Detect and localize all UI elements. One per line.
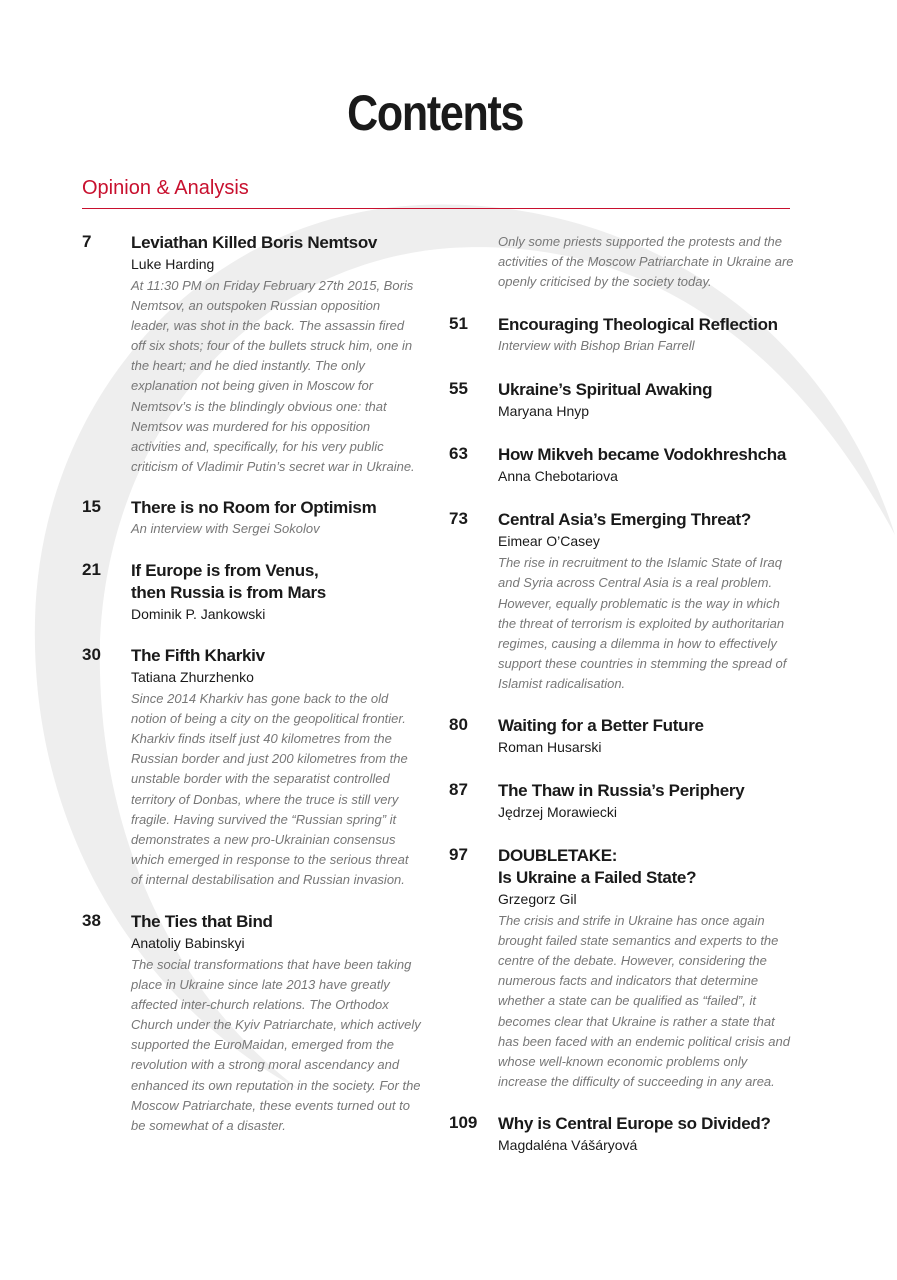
toc-entry-continuation: [449, 232, 794, 292]
article-title: The Thaw in Russia’s Periphery: [498, 781, 745, 801]
article-title: Leviathan Killed Boris Nemtsov: [131, 233, 378, 252]
article-title: The Ties that Bind: [131, 911, 273, 931]
article-title: There is no Room for Optimism: [131, 497, 377, 517]
toc-entry[interactable]: [449, 379, 794, 421]
article-title: How Mikveh became Vodokhreshcha: [498, 445, 786, 465]
page-number: 30: [82, 645, 101, 665]
toc-entry[interactable]: [449, 1113, 794, 1155]
page-number: 87: [449, 780, 468, 800]
toc-entry[interactable]: [82, 232, 422, 477]
article-title-line-2: Is Ukraine a Failed State?: [498, 868, 697, 888]
article-author: Anatoliy Babinskyi: [131, 934, 245, 951]
article-title-line-1: DOUBLETAKE:: [498, 846, 618, 866]
article-author: Anna Chebotariova: [498, 468, 618, 485]
toc-entry[interactable]: [82, 645, 422, 890]
article-subtitle: An interview with Sergei Sokolov: [131, 520, 320, 536]
page-number: 63: [449, 444, 468, 464]
article-title-line-1: If Europe is from Venus,: [131, 561, 319, 581]
page-number: 55: [449, 379, 468, 399]
page-title: Contents: [347, 85, 524, 141]
page-number: 21: [82, 560, 101, 580]
article-abstract: The crisis and strife in Ukraine has once again brought failed state semantics and experts to the centre of the debate. However, considering the numerous facts and indicators that determine whether a state can be qualified as “failed”, it becomes clear that Ukraine is rather a state that has been faced with an endemic political crisis and whose well-known economic problems only increase the difficulty of succeeding in any area.: [498, 913, 790, 1089]
article-title: Why is Central Europe so Divided?: [498, 1113, 771, 1133]
article-author: Jędrzej Morawiecki: [498, 804, 618, 821]
toc-entry[interactable]: [82, 911, 422, 1136]
left-column: [82, 232, 422, 1136]
article-author: Luke Harding: [131, 256, 215, 272]
right-column: [449, 232, 794, 1155]
article-author: Roman Husarski: [498, 739, 602, 756]
toc-entry[interactable]: [449, 780, 794, 822]
toc-entry[interactable]: [82, 560, 422, 624]
article-abstract: The social transformations that have been taking place in Ukraine since late 2013 have greatly affected inter-church relations. The Orthodox Church under the Kyiv Patriarchate, which actively supported the EuroMaidan, emerged from the revolution with a strong moral ascendancy and enhanced its own reputation in the society. For the Moscow Patriarchate, these events turned out to be somewhat of a disaster.: [131, 956, 421, 1133]
section-heading: Opinion & Analysis: [82, 177, 249, 199]
article-subtitle: Interview with Bishop Brian Farrell: [498, 338, 695, 354]
article-abstract: At 11:30 PM on Friday February 27th 2015, Boris Nemtsov, an outspoken Russian opposition leader, was shot in the back. The assassin fired off six shots; four of the bullets struck him, one in the heart; and he died instantly. The only explanation not being given in Moscow for Nemtsov’s is the blindingly obvious one: that Nemtsov was murdered for his opposition activities and, specifically, for his very public criticism of Vladimir Putin’s secret war in Ukraine.: [131, 278, 415, 474]
toc-entry[interactable]: [449, 509, 794, 694]
page-number: 73: [449, 509, 468, 529]
toc-entry[interactable]: [449, 444, 794, 486]
article-abstract: Since 2014 Kharkiv has gone back to the old notion of being a city on the geopolitical frontier. Kharkiv finds itself just 40 kilometres from the Russian border and just 200 kilometres from the unstable border with the separatist controlled territory of Donbas, where the truce is still very fragile. Having survived the “Russian spring” it demonstrates a new pro-Ukrainian consensus which emerged in response to the serious threat of internal destabilisation and Russian invasion.: [131, 691, 409, 887]
page-number: 38: [82, 910, 101, 930]
article-author: Grzegorz Gil: [498, 891, 577, 908]
toc-entry[interactable]: [449, 314, 794, 356]
section-divider: [82, 208, 790, 209]
article-author: Magdaléna Vášáryová: [498, 1136, 638, 1153]
article-author: Maryana Hnyp: [498, 403, 590, 420]
article-title: The Fifth Kharkiv: [131, 646, 265, 666]
page-number: 15: [82, 496, 101, 516]
article-abstract: The rise in recruitment to the Islamic State of Iraq and Syria across Central Asia is a real problem. However, equally problematic is the way in which the threat of terrorism is exploited by authoritarian regimes, causing a dilemma in how to effectively support these countries in stemming the spread of Islamist radicalisation.: [498, 555, 787, 691]
article-abstract-continued: Only some priests supported the protests and the activities of the Moscow Patriarchate in Ukraine are openly criticised by the society today.: [498, 234, 794, 290]
article-author: Tatiana Zhurzhenko: [131, 669, 254, 686]
article-title: Waiting for a Better Future: [498, 716, 704, 736]
toc-entry[interactable]: [449, 715, 794, 757]
page-number: 51: [449, 314, 468, 334]
toc-entry[interactable]: [82, 497, 422, 539]
toc-entry[interactable]: [449, 845, 794, 1092]
article-title: Central Asia’s Emerging Threat?: [498, 510, 752, 530]
article-author: Eimear O’Casey: [498, 533, 600, 550]
page-number: 7: [82, 232, 92, 251]
article-title: Encouraging Theological Reflection: [498, 315, 778, 335]
page-number: 109: [449, 1112, 478, 1132]
page-number: 80: [449, 715, 468, 735]
page-number: 97: [449, 845, 468, 865]
article-title-line-2: then Russia is from Mars: [131, 583, 326, 603]
article-title: Ukraine’s Spiritual Awaking: [498, 380, 713, 400]
article-author: Dominik P. Jankowski: [131, 606, 266, 623]
